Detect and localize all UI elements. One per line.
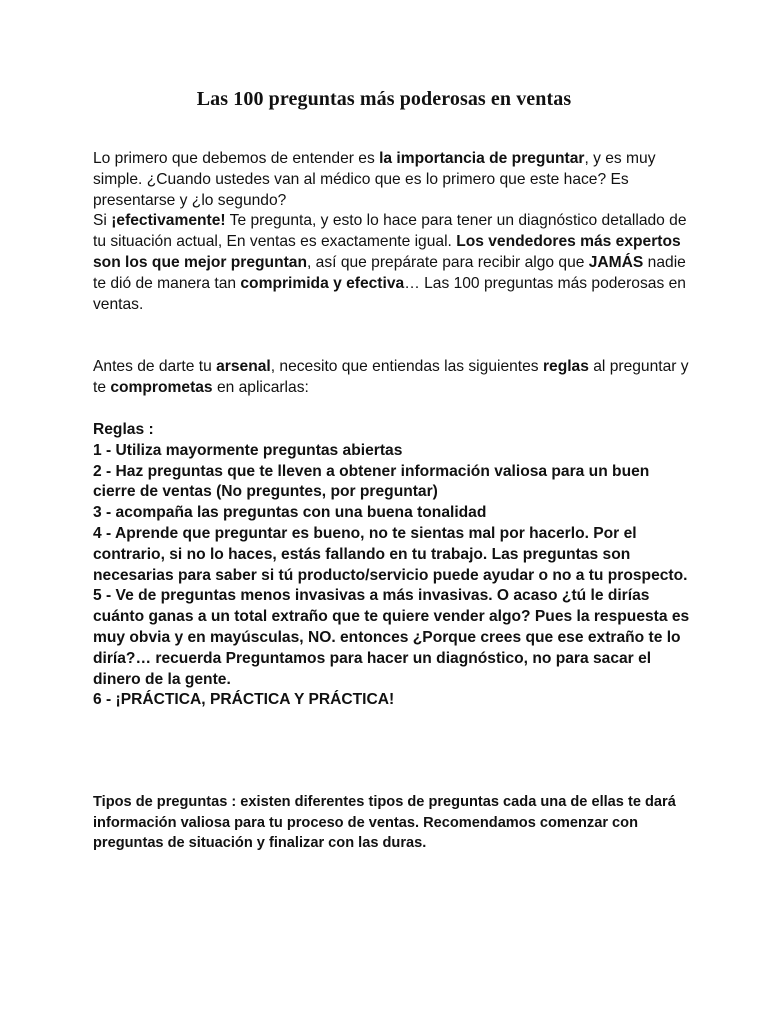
intro-bold-5: comprimida y efectiva	[240, 274, 405, 292]
intro-bold-2: ¡efectivamente!	[111, 212, 226, 230]
tipos-paragraph: Tipos de preguntas : existen diferentes tipos de preguntas cada una de ellas te dará información valiosa para tu proceso de ventas. Recomendamos comenzar con preguntas de situación y finalizar con las duras.	[93, 794, 676, 851]
intro-text-5: , así que prepárate para recibir algo que	[307, 253, 589, 271]
rule-item: 1 - Utiliza mayormente preguntas abiertas	[93, 441, 403, 459]
intro-text-3: Si	[93, 212, 112, 230]
intro-text-4: Te pregunta, y esto lo hace para tener un diagnóstico detallado de tu situación actual, En ventas es exactamente igual.	[93, 212, 687, 251]
arsenal-text-3: al preguntar y te	[93, 358, 689, 396]
intro-bold-4: JAMÁS	[588, 253, 644, 271]
rules-heading: Reglas :	[93, 421, 154, 438]
document-title: Las 100 preguntas más poderosas en ventas	[196, 88, 572, 110]
arsenal-bold-3: comprometas	[110, 378, 213, 396]
intro-text-2: , y es muy simple. ¿Cuando ustedes van al médico que es lo primero que este hace? Es presentarse y ¿lo segundo?	[93, 150, 656, 209]
arsenal-text-2: , necesito que entiendas las siguientes	[270, 358, 543, 375]
intro-bold-1: la importancia de preguntar	[379, 150, 585, 167]
intro-paragraph	[93, 149, 693, 315]
rules-list	[93, 420, 693, 711]
rule-item: 2 - Haz preguntas que te lleven a obtener información valiosa para un buen cierre de ventas (No preguntes, por preguntar)	[93, 462, 650, 501]
rule-item: 6 - ¡PRÁCTICA, PRÁCTICA Y PRÁCTICA!	[93, 691, 395, 709]
arsenal-text-1: Antes de darte tu	[93, 358, 217, 375]
arsenal-text-4: en aplicarlas:	[212, 378, 309, 396]
rule-item: 3 - acompaña las preguntas con una buena tonalidad	[93, 504, 487, 522]
arsenal-paragraph	[93, 357, 693, 399]
rule-item: 4 - Aprende que preguntar es bueno, no te sientas mal por hacerlo. Por el contrario, si no lo haces, estás fallando en tu trabajo. Las preguntas son necesarias para saber si tú producto/servicio puede ayudar o no a tu prospecto.	[93, 524, 688, 584]
intro-bold-3: Los vendedores más expertos son los que mejor preguntan	[93, 233, 681, 271]
arsenal-bold-2: reglas	[542, 358, 589, 375]
arsenal-bold-1: arsenal	[216, 358, 271, 375]
intro-text-1: Lo primero que debemos de entender es	[93, 150, 380, 167]
intro-text-6: nadie te dió de manera tan	[93, 253, 686, 292]
rule-item: 5 - Ve de preguntas menos invasivas a más invasivas. O acaso ¿tú le dirías cuánto ganas a un total extraño que te quiere vender algo? Pues la respuesta es muy obvia y en mayúsculas, NO. entonces ¿Porque crees que ese extraño te lo diría?… recuerda Preguntamos para hacer un diagnóstico, no para sacar el dinero de la gente.	[93, 587, 690, 688]
intro-text-7: … Las 100 preguntas más poderosas en ventas.	[93, 274, 686, 313]
